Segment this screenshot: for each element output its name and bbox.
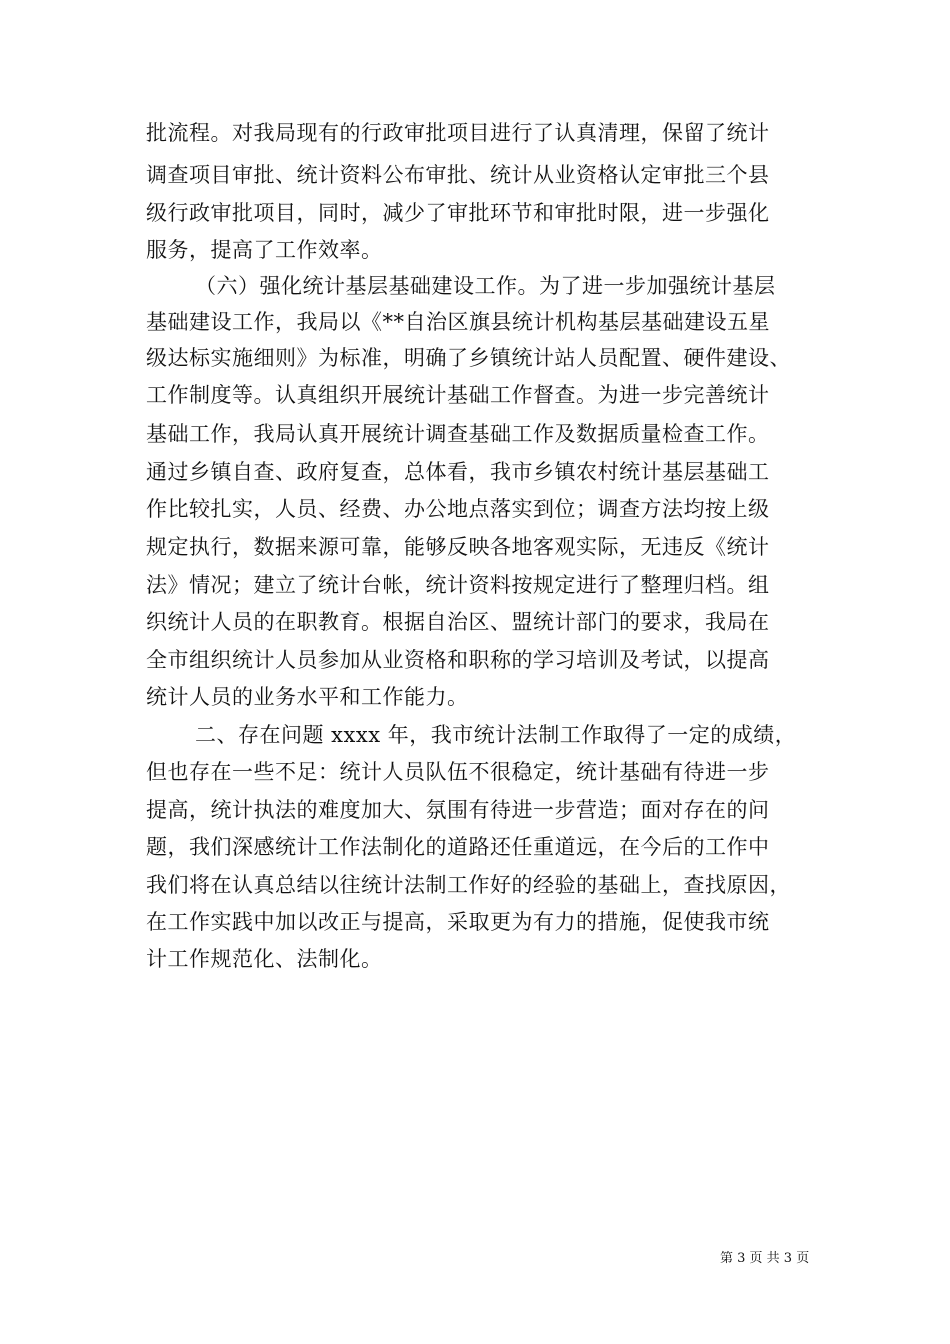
text-line: 计工作规范化、法制化。: [146, 947, 383, 971]
text-line: 工作制度等。认真组织开展统计基础工作督查。为进一步完善统计: [146, 383, 770, 407]
text-line: 全市组织统计人员参加从业资格和职称的学习培训及考试，以提高: [146, 648, 770, 672]
text-line: 基础工作，我局认真开展统计调查基础工作及数据质量检查工作。: [146, 422, 770, 446]
text-line: 规定执行，数据来源可靠，能够反映各地客观实际，无违反《统计: [146, 535, 770, 559]
text-line: 在工作实践中加以改正与提高，采取更为有力的措施，促使我市统: [146, 910, 770, 934]
text-line: 二、存在问题 xxxx 年，我市统计法制工作取得了一定的成绩，: [195, 723, 797, 747]
text-line: 统计人员的业务水平和工作能力。: [146, 685, 469, 709]
text-line: 级行政审批项目，同时，减少了审批环节和审批时限，进一步强化: [146, 201, 770, 225]
text-line: 调查项目审批、统计资料公布审批、统计从业资格认定审批三个县: [146, 163, 770, 187]
page-number-footer: 第 3 页 共 3 页: [720, 1251, 810, 1266]
text-line: （六）强化统计基层基础建设工作。为了进一步加强统计基层: [195, 274, 776, 298]
text-line: 法》情况；建立了统计台帐，统计资料按规定进行了整理归档。组: [146, 573, 770, 597]
text-line: 我们将在认真总结以往统计法制工作好的经验的基础上，查找原因，: [146, 873, 791, 897]
text-line: 服务，提高了工作效率。: [146, 238, 383, 262]
text-line: 作比较扎实，人员、经费、办公地点落实到位；调查方法均按上级: [146, 497, 770, 521]
text-line: 织统计人员的在职教育。根据自治区、盟统计部门的要求，我局在: [146, 610, 770, 634]
text-line: 但也存在一些不足：统计人员队伍不很稳定，统计基础有待进一步: [146, 760, 770, 784]
text-line: 提高，统计执法的难度加大、氛围有待进一步营造；面对存在的问: [146, 798, 770, 822]
text-line: 通过乡镇自查、政府复查，总体看，我市乡镇农村统计基层基础工: [146, 460, 770, 484]
text-line: 基础建设工作，我局以《**自治区旗县统计机构基层基础建设五星: [146, 310, 770, 334]
text-line: 级达标实施细则》为标准，明确了乡镇统计站人员配置、硬件建设、: [146, 346, 791, 370]
text-line: 批流程。对我局现有的行政审批项目进行了认真清理，保留了统计: [146, 121, 770, 145]
text-line: 题，我们深感统计工作法制化的道路还任重道远，在今后的工作中: [146, 835, 770, 859]
